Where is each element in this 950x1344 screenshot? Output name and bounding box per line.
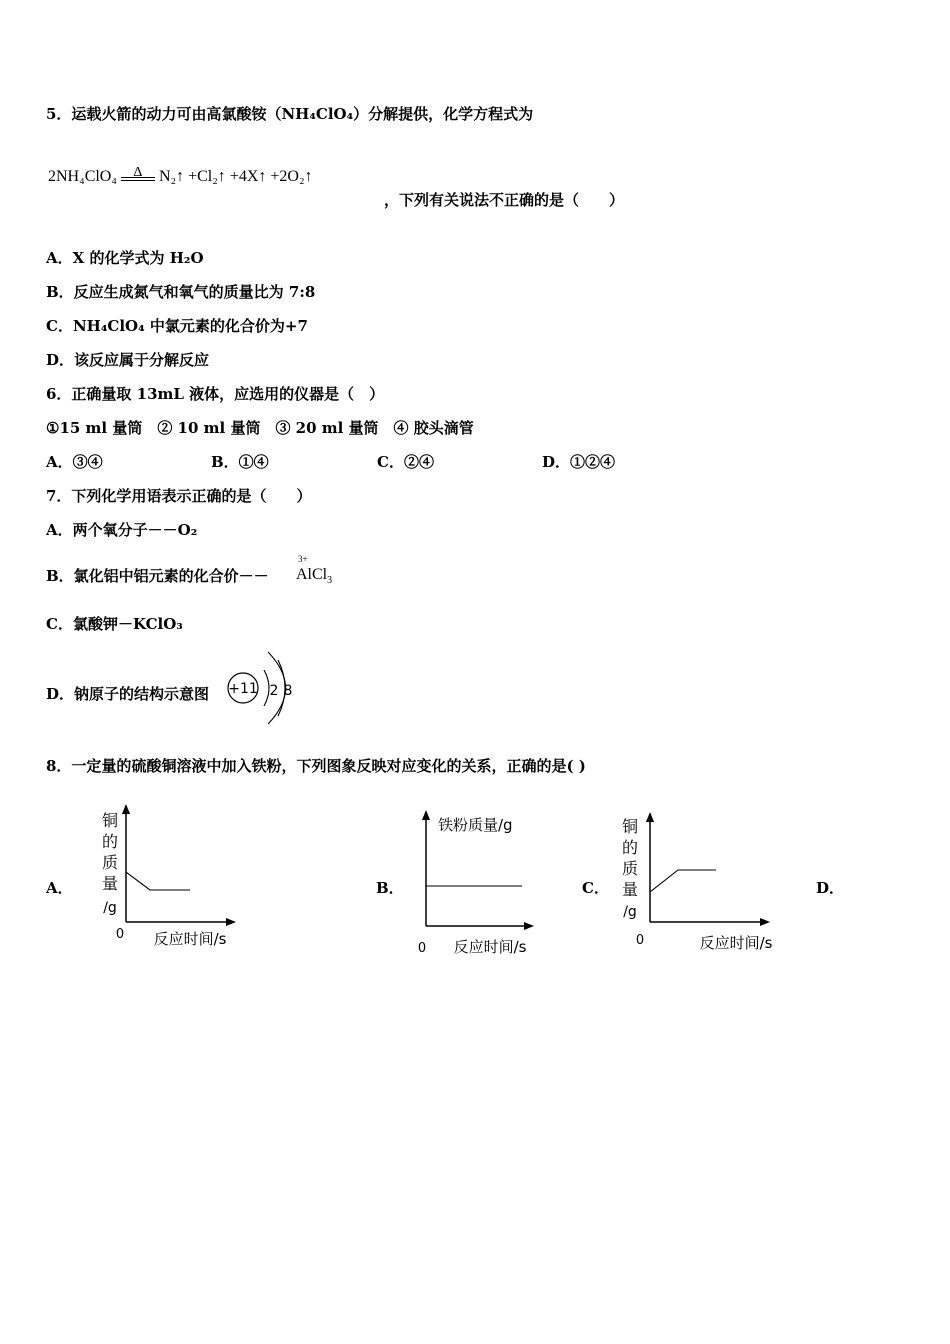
q7-option-c: C．氯酸钾－KClO₃ [46,615,183,633]
shell1-electrons: 2 [269,683,279,699]
svg-text:/g: /g [623,904,637,920]
nucleus-charge: +11 [228,681,258,697]
q8-label-b: B． [376,879,404,897]
q5-option-a: A．X 的化学式为 H₂O [46,249,204,267]
q6-option-c: C．②④ [377,453,434,471]
q7-option-b: B．氯化铝中铝元素的化合价－－ [46,567,269,585]
q6-option-b: B．①④ [211,453,269,471]
svg-text:质: 质 [101,853,119,872]
q7-alcl3-formula: 3+ AlCl$_3$ [296,554,333,587]
graph-a-curve [126,872,190,890]
q8-label-a: A． [46,879,73,897]
q8-label-d: D． [816,879,845,897]
q5-equation [48,165,313,186]
svg-text:反应时间/s: 反应时间/s [453,938,527,956]
q7-al-charge: 3+ [298,554,308,564]
svg-text:铁粉质量/g: 铁粉质量/g [438,816,513,834]
q5-reactant: 2NH₄ClO₄ [48,168,117,185]
svg-text:的: 的 [621,838,639,857]
svg-text:的: 的 [101,832,119,851]
svg-text:0: 0 [115,927,125,942]
q6-stem: 6．正确量取 13mL 液体，应选用的仪器是（ ） [46,385,385,403]
q6-option-a: A．③④ [46,453,103,471]
q5-option-d: D．该反应属于分解反应 [46,351,210,369]
q7-option-a: A．两个氧分子－－O₂ [46,521,198,539]
q5-products: N₂↑ +Cl₂↑ +4X↑ +2O₂↑ [158,168,313,185]
svg-text:铜: 铜 [621,817,639,836]
graph-b [410,806,550,958]
svg-text:/g: /g [103,900,117,916]
svg-text:量: 量 [621,880,639,899]
q8-label-c: C． [582,879,609,897]
svg-text:0: 0 [417,941,427,956]
q5-heat-condition: Δ [133,165,143,180]
q8-stem: 8．一定量的硫酸铜溶液中加入铁粉，下列图象反映对应变化的关系，正确的是( ) [46,757,586,775]
svg-text:反应时间/s: 反应时间/s [153,930,227,948]
graph-c [614,808,780,956]
svg-text:量: 量 [101,874,119,893]
q5-option-c: C．NH₄ClO₄ 中氯元素的化合价为+7 [46,317,308,335]
q6-option-d: D．①②④ [542,453,616,471]
svg-text:0: 0 [635,933,645,948]
q5-option-b: B．反应生成氮气和氧气的质量比为 7:8 [46,283,316,301]
q5-stem: 5．运载火箭的动力可由高氯酸铵（NH₄ClO₄）分解提供，化学方程式为 [46,105,534,123]
graph-c-curve [650,870,716,892]
svg-text:反应时间/s: 反应时间/s [699,934,773,952]
q5-tail: ，下列有关说法不正确的是（ ） [384,191,625,209]
graph-a [96,800,246,955]
q7-option-d: D．钠原子的结构示意图 [46,685,210,703]
svg-text:铜: 铜 [101,811,119,830]
q7-stem: 7．下列化学用语表示正确的是（ ） [46,487,312,505]
sodium-atom-diagram [224,648,304,730]
q6-instruments: ①15 ml 量筒 ② 10 ml 量筒 ③ 20 ml 量筒 ④ 胶头滴管 [46,419,474,437]
shell2-electrons: 8 [283,683,293,699]
svg-text:质: 质 [621,859,639,878]
